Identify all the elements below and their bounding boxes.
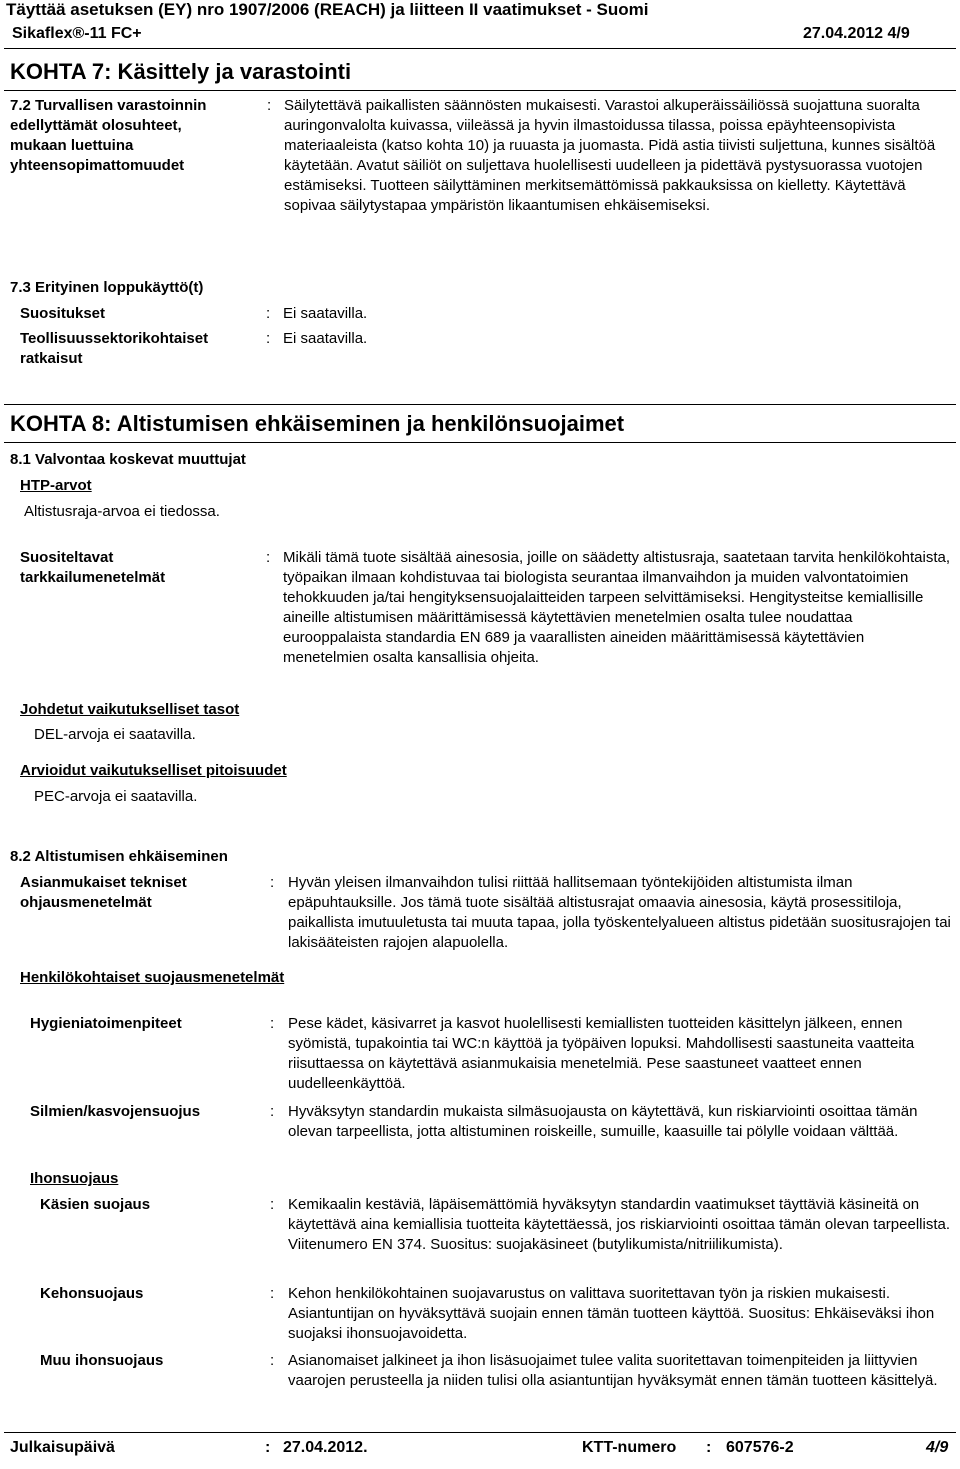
monitoring-label-2: tarkkailumenetelmät [20,569,166,586]
footer-rule [4,1432,956,1433]
hygiene-label: Hygieniatoimenpiteet [30,1015,182,1032]
eng-text: Hyvän yleisen ilmanvaihdon tulisi riittää hallitsemaan työntekijöiden altistumista ilman epäpuhtauksille. Jos tämä tuote sisältää altistusrajat omaavia ainesosia, käytä prosessitiloja, paikallista imutuuletusta tai muuta tapaa, jolla työskentelyalueen altistus pidetään suositusrajojen tai lakisääteisten rajojen alapuolella. [288,874,951,951]
product-name: Sikaflex®-11 FC+ [12,25,142,42]
footer-ktt-label: KTT-numero [582,1439,677,1456]
footer-ktt-value: 607576-2 [726,1439,794,1456]
del-text: DEL-arvoja ei saatavilla. [34,726,196,743]
recommendations-label: Suositukset [20,305,106,322]
monitoring-label-1: Suositeltavat [20,549,114,566]
del-label: Johdetut vaikutukselliset tasot [20,701,240,718]
eye-text: Hyväksytyn standardin mukaista silmäsuojausta on käytettävä, kun riskiarviointi osoittaa tämän olevan tarpeellista, jotta altistuminen roiskeille, sumuille, kaasuille tai pölylle voidaan välttää. [288,1103,918,1140]
s72-label-1: 7.2 Turvallisen varastoinnin [10,97,207,114]
s72-text: Säilytettävä paikallisten säännösten mukaisesti. Varastoi alkuperäissäiliössä suojattuna suoralta auringonvalolta kuivassa, viileässä ja hyvin ilmastoidussa tilassa, poissa epäyhteensopivista materiaaleista (katso kohta 10) ja ruuasta ja juomasta. Pidä astia tiivisti suljettuna, kunnes sisältöä käytetään. Avatut säiliöt on suljettava huolellisesti uudelleen ja pidettävä pystysuorassa vuotojen estämiseksi. Tuotteen säilyttäminen merkitsemättömissä pakkauksissa on kielletty. Käytettävä sopivaa säilytystapaa ympäristön likaantumisen ehkäisemiseksi. [284,97,936,214]
s72-label-2: edellyttämät olosuhteet, [10,117,182,134]
hand-text: Kemikaalin kestäviä, läpäisemättömiä hyväksytyn standardin vaatimukset täyttäviä käsineitä on käytettävä aina kemiallisia tuotteita käytettäessä, jos riskiarviointi osoittaa tämän olevan tarpeellista. Viitenumero EN 374. Suositus: suojakäsineet (butylikumista/nitriilikumista). [288,1196,950,1253]
s73-title: 7.3 Erityinen loppukäyttö(t) [10,279,204,296]
s82-title: 8.2 Altistumisen ehkäiseminen [10,848,228,865]
section-8-rule [4,442,956,443]
pec-label: Arvioidut vaikutukselliset pitoisuudet [20,762,287,779]
document-header-title: Täyttää asetuksen (EY) nro 1907/2006 (REACH) ja liitteen II vaatimukset - Suomi [6,0,649,19]
body-text: Kehon henkilökohtainen suojavarustus on valittava suoritettavan työn ja riskien mukaisesti. Asiantuntijan on hyväksyttävä suojain ennen tämän tuotteen käyttöä. Suositus: Ehkäiseväksi ihon suojaksi ihonsuojavoidetta. [288,1285,935,1342]
colon: : [270,1103,275,1120]
skin-label: Ihonsuojaus [30,1170,119,1187]
other-skin-text: Asianomaiset jalkineet ja ihon lisäsuojaimet tulee valita suoritettavan toimenpiteiden ja liittyvien vaarojen perusteella ja niiden tulisi olla asiantuntijan hyväksymät ennen tämän tuotteen käsittelyä. [288,1352,938,1389]
colon: : [270,1352,275,1369]
s72-label-3: mukaan luettuina [10,137,134,154]
hygiene-text: Pese kädet, käsivarret ja kasvot huolellisesti kemiallisten tuotteiden käsittelyn jälkeen, ennen syömistä, tupakointia tai WC:n käyttöä ja työpäiven lopuksi. Mahdollisesti saastuneita vaatteita riisuttaessa on käytettävä asianmukaisia menetelmiä. Pese saastuneet vaatteet ennen uudelleenkäyttöä. [288,1015,915,1092]
htp-text: Altistusraja-arvoa ei tiedossa. [24,503,220,520]
colon: : [706,1439,712,1456]
other-skin-label: Muu ihonsuojaus [40,1352,164,1369]
monitoring-text: Mikäli tämä tuote sisältää ainesosia, joille on säädetty altistusraja, saatetaan tarvita henkilökohtaista, työpaikan ilmaan kohdistuvaa tai biologista seurantaa ilmanvaihdon ja muiden valvontatoimien tehokkuuden ja/tai hengityksensuojalaitteiden tarpeen selvittämiseksi. Hengitysteitse kemiallisille aineille altistumisen määrittämisessä käytettävien menetelmien osalta tulee noudattaa eurooppalaista standardia EN 689 ja vaarallisten aineiden määrittämisessä käytettävien menetelmien osalta kansallisia ohjeita. [283,549,951,666]
header-rule [4,48,956,49]
eng-label-2: ohjausmenetelmät [20,894,152,911]
section-7-rule [4,90,956,91]
body-label: Kehonsuojaus [40,1285,144,1302]
s81-title: 8.1 Valvontaa koskevat muuttujat [10,451,246,468]
colon: : [270,1015,275,1032]
industry-label-2: ratkaisut [20,350,83,367]
s72-label-4: yhteensopimattomuudet [10,157,185,174]
section-8-title: KOHTA 8: Altistumisen ehkäiseminen ja henkilönsuojaimet [10,411,625,436]
colon: : [266,330,271,347]
industry-value: Ei saatavilla. [283,330,368,347]
hand-label: Käsien suojaus [40,1196,151,1213]
header-date-page: 27.04.2012 4/9 [803,25,910,42]
colon: : [265,1439,271,1456]
industry-label-1: Teollisuussektorikohtaiset [20,330,209,347]
recommendations-value: Ei saatavilla. [283,305,368,322]
ppe-label: Henkilökohtaiset suojausmenetelmät [20,969,285,986]
section-7-title: KOHTA 7: Käsittely ja varastointi [10,59,352,84]
pec-text: PEC-arvoja ei saatavilla. [34,788,198,805]
footer-pub-value: 27.04.2012. [283,1439,368,1456]
colon: : [267,97,272,114]
eng-label-1: Asianmukaiset tekniset [20,874,187,891]
eye-label: Silmien/kasvojensuojus [30,1103,201,1120]
footer-pub-label: Julkaisupäivä [10,1439,115,1456]
colon: : [270,1285,275,1302]
colon: : [270,874,275,891]
section-8-rule-top [4,404,956,405]
colon: : [266,549,271,566]
htp-label: HTP-arvot [20,477,92,494]
colon: : [270,1196,275,1213]
colon: : [266,305,271,322]
footer-page: 4/9 [926,1439,949,1456]
